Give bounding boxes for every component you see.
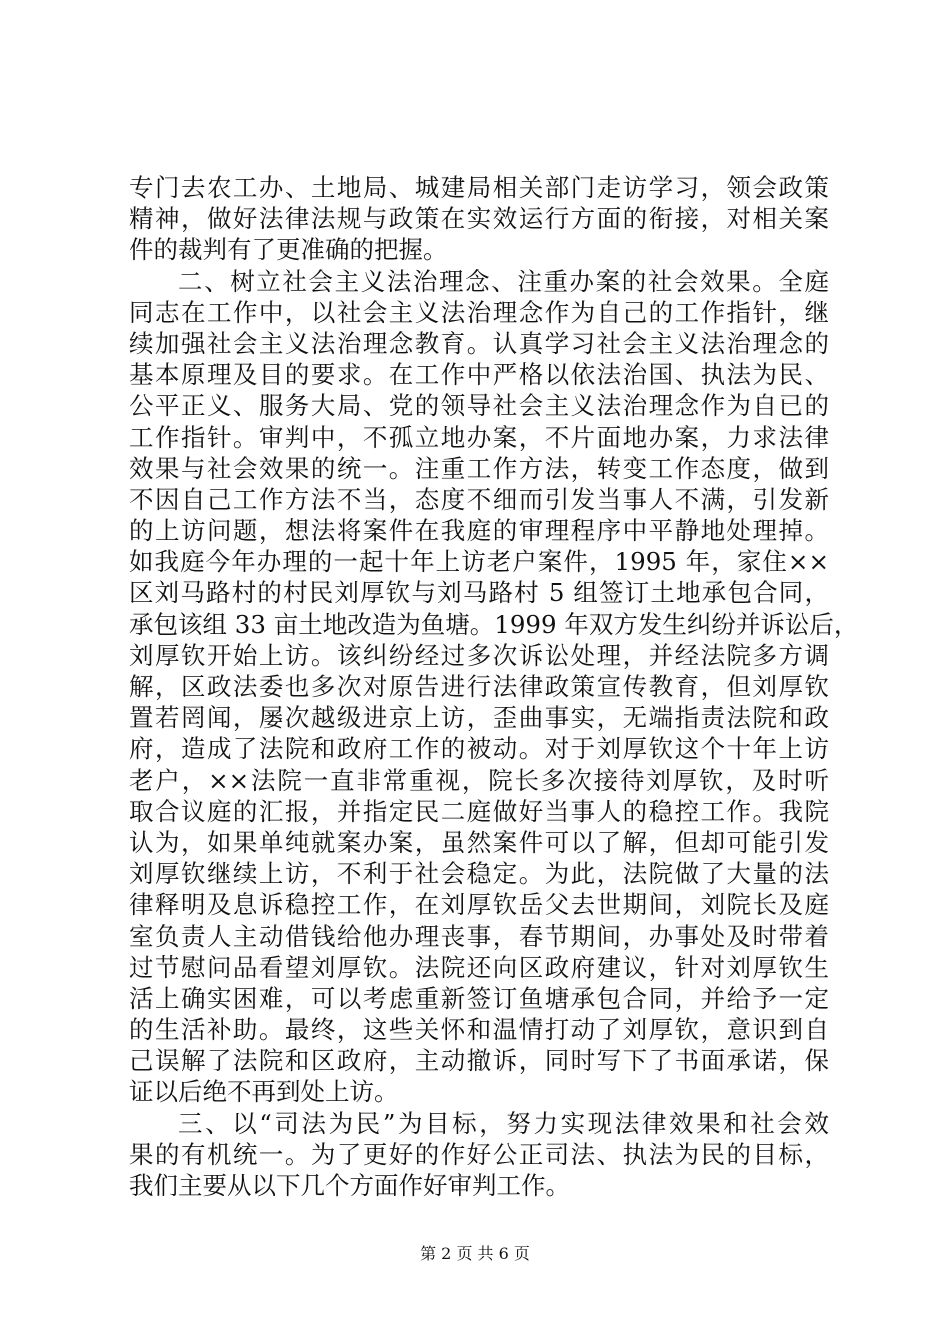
text-line: 效果与社会效果的统一。注重工作方法，转变工作态度，做到 (129, 453, 829, 483)
text-line: 刘厚钦继续上访，不利于社会稳定。为此，法院做了大量的法 (129, 859, 829, 889)
text-line: 的上访问题，想法将案件在我庭的审理程序中平静地处理掉。 (129, 516, 829, 546)
text-line: 室负责人主动借钱给他办理丧事，春节期间，办事处及时带着 (129, 921, 829, 951)
text-line: 专门去农工办、土地局、城建局相关部门走访学习，领会政策 (129, 173, 829, 202)
text-line: 府，造成了法院和政府工作的被动。对于刘厚钦这个十年上访 (129, 734, 829, 764)
text-line: 同志在工作中，以社会主义法治理念作为自己的工作指针，继 (129, 297, 829, 327)
text-line: 三、以“司法为民”为目标，努力实现法律效果和社会效 (178, 1108, 829, 1138)
text-line: 件的裁判有了更准确的把握。 (129, 235, 448, 265)
text-line: 认为，如果单纯就案办案，虽然案件可以了解，但却可能引发 (129, 827, 829, 857)
text-line: 我们主要从以下几个方面作好审判工作。 (129, 1171, 570, 1200)
text-line: 工作指针。审判中，不孤立地办案，不片面地办案，力求法律 (129, 422, 829, 452)
body-text (129, 172, 859, 1201)
text-line: 基本原理及目的要求。在工作中严格以依法治国、执法为民、 (129, 360, 829, 390)
text-line: 二、树立社会主义法治理念、注重办案的社会效果。全庭 (178, 266, 829, 296)
page-number-footer: 第 2 页 共 6 页 (420, 1244, 530, 1263)
text-line: 精神，做好法律法规与政策在实效运行方面的衔接，对相关案 (129, 204, 829, 234)
text-line: 己误解了法院和区政府，主动撤诉，同时写下了书面承诺，保 (129, 1046, 829, 1076)
text-line: 活上确实困难，可以考虑重新签订鱼塘承包合同，并给予一定 (129, 983, 829, 1013)
text-line: 的生活补助。最终，这些关怀和温情打动了刘厚钦，意识到自 (129, 1015, 829, 1045)
text-line: 置若罔闻，屡次越级进京上访，歪曲事实，无端指责法院和政 (129, 703, 829, 733)
text-line: 过节慰问品看望刘厚钦。法院还向区政府建议，针对刘厚钦生 (129, 952, 829, 982)
text-line: 刘厚钦开始上访。该纠纷经过多次诉讼处理，并经法院多方调 (129, 640, 829, 670)
text-line: 解，区政法委也多次对原告进行法律政策宣传教育，但刘厚钦 (129, 672, 829, 701)
text-line: 老户，××法院一直非常重视，院长多次接待刘厚钦，及时听 (129, 765, 829, 795)
text-line: 公平正义、服务大局、党的领导社会主义法治理念作为自已的 (129, 391, 829, 421)
text-line: 取合议庭的汇报，并指定民二庭做好当事人的稳控工作。我院 (129, 796, 829, 826)
text-line: 承包该组 33 亩土地改造为鱼塘。1999 年双方发生纠纷并诉讼后， (129, 609, 859, 639)
text-line: 不因自己工作方法不当，态度不细而引发当事人不满，引发新 (129, 484, 829, 514)
text-line: 如我庭今年办理的一起十年上访老户案件，1995 年，家住×× (129, 547, 829, 577)
text-line: 续加强社会主义法治理念教育。认真学习社会主义法治理念的 (129, 328, 829, 358)
text-line: 证以后绝不再到处上访。 (129, 1077, 399, 1107)
text-line: 区刘马路村的村民刘厚钦与刘马路村 5 组签订土地承包合同， (129, 578, 829, 608)
text-line: 律释明及息诉稳控工作，在刘厚钦岳父去世期间，刘院长及庭 (129, 890, 829, 920)
text-line: 果的有机统一。为了更好的作好公正司法、执法为民的目标， (129, 1139, 829, 1169)
